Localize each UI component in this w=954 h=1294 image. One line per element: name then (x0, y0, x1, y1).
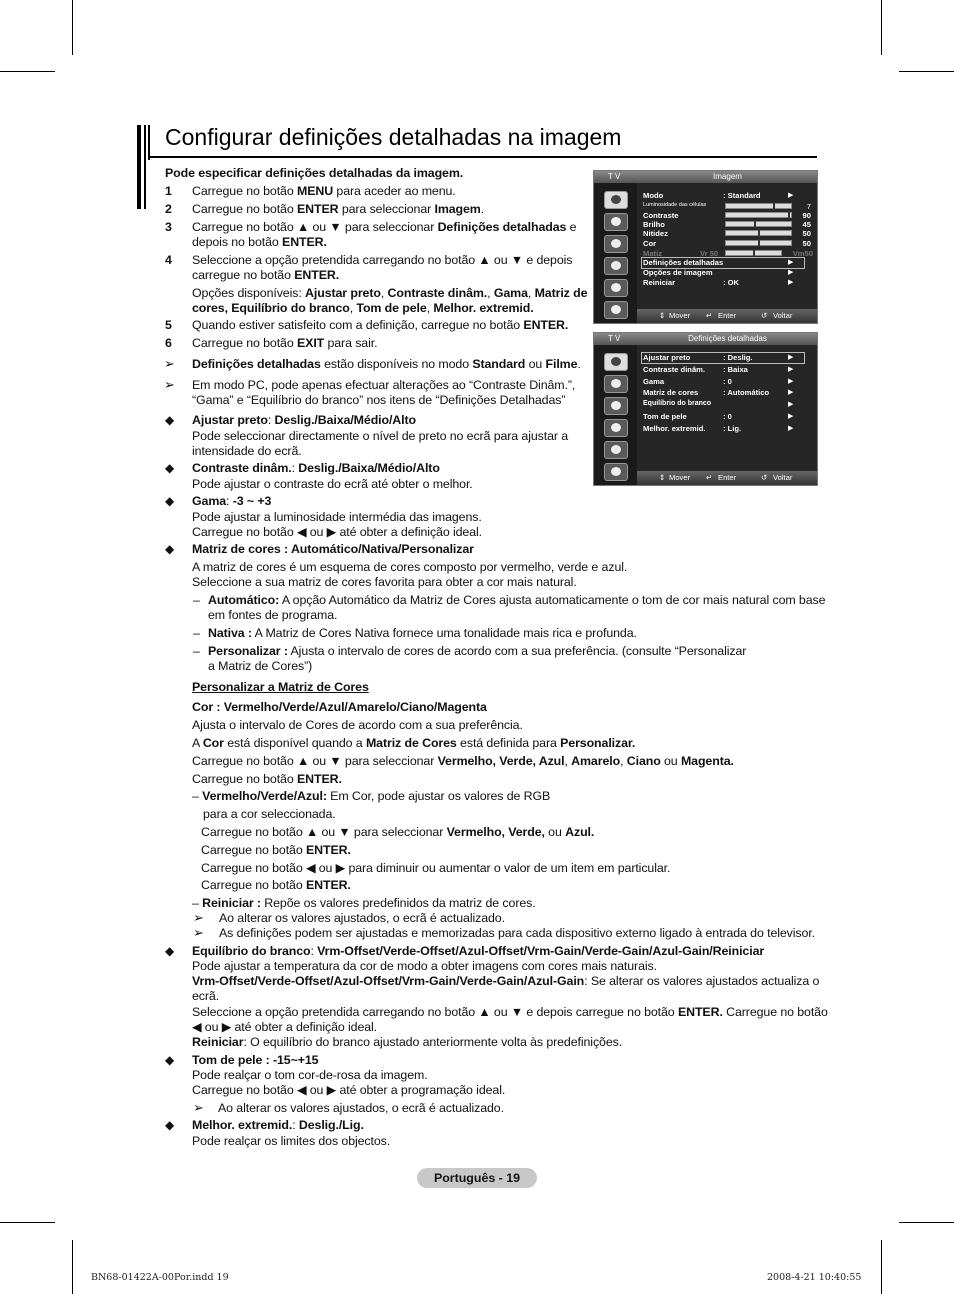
arrow-right-icon: ▶ (788, 366, 794, 373)
picture-icon[interactable] (604, 191, 628, 209)
updown-icon: ⇕ (659, 473, 666, 482)
footer-move: Mover (669, 311, 691, 320)
crop-mark (899, 71, 954, 72)
tv-menu-header (594, 171, 817, 183)
crop-mark (72, 1240, 73, 1294)
equilibrio-text-4: Seleccione a opção pretendida carregando no botão ▲ ou ▼ e depois carregue no botão ENTER. Carregue no botão (192, 1005, 828, 1019)
note-1: Definições detalhadas estão disponíveis no modo Standard ou Filme. (192, 357, 581, 371)
enter-icon: ↵ (706, 473, 713, 482)
equilibrio-text-3: ecrã. (192, 989, 220, 1003)
footer-back: Voltar (773, 311, 793, 320)
tom-text-2: Carregue no botão ◀ ou ▶ até obter a programação ideal. (192, 1083, 506, 1097)
tv-menu-item-melhor[interactable]: Melhor. extremid. (643, 424, 706, 433)
tv-menu-value: : Lig. (723, 424, 742, 433)
input-icon[interactable] (604, 441, 628, 459)
arrow-right-icon: ▶ (788, 279, 794, 286)
ajustar-preto-text: Pode seleccionar directamente o nível de preto no ecrã para ajustar a (192, 429, 569, 443)
tv-menu-number: 45 (802, 220, 811, 229)
tv-menu-item-contraste-dinam[interactable]: Contraste dinâm. (643, 365, 706, 374)
matriz-text: A matriz de cores é um esquema de cores composto por vermelho, verde e azul. (192, 560, 628, 574)
tv-menu-number: 7 (806, 202, 811, 211)
ajustar-preto-heading: Ajustar preto: Deslig./Baixa/Médio/Alto (192, 413, 416, 427)
dash: – (193, 644, 200, 658)
tv-menu-item-gama[interactable]: Gama (643, 377, 665, 386)
sound-icon[interactable] (604, 213, 628, 231)
page-title: Configurar definições detalhadas na imagem (165, 124, 622, 150)
tv-menu-item-reiniciar[interactable]: Reiniciar (643, 278, 676, 287)
application-icon[interactable] (604, 463, 628, 481)
channel-icon[interactable] (604, 397, 628, 415)
note-arrow-icon: ➢ (193, 925, 204, 940)
footer-back: Voltar (773, 473, 793, 482)
diamond-bullet-icon: ◆ (165, 1053, 175, 1067)
intro: Pode especificar definições detalhadas da imagem. (165, 166, 464, 180)
tv-menu-item-nitidez[interactable]: Nitidez (643, 229, 668, 238)
crop-mark (899, 1222, 954, 1223)
footer-move: Mover (669, 473, 691, 482)
tv-menu-item-matriz[interactable]: Matriz de cores (643, 388, 699, 397)
options-line-2: cores, Equilíbrio do branco, Tom de pele, Melhor. extremid. (192, 301, 534, 315)
crop-mark (0, 1222, 55, 1223)
note-arrow-icon: ➢ (164, 377, 175, 392)
gama-heading: Gama: -3 ~ +3 (192, 494, 272, 508)
tv-menu-item-contraste[interactable]: Contraste (643, 211, 679, 220)
dash: – (193, 626, 200, 640)
personalizar-note-1: Ao alterar os valores ajustados, o ecrã é actualizado. (219, 911, 505, 925)
tv-menu-footer (637, 309, 817, 323)
diamond-bullet-icon: ◆ (165, 1118, 175, 1132)
equilibrio-text-1: Pode ajustar a temperatura da cor de modo a obter imagens com cores mais naturais. (192, 959, 657, 973)
tv-menu-body (637, 183, 817, 309)
tv-menu-title: Imagem (713, 172, 742, 181)
print-info-right: 2008-4-21 10:40:55 (767, 1272, 862, 1283)
tv-menu-title: Definições detalhadas (688, 334, 767, 343)
arrow-right-icon: ▶ (788, 413, 794, 420)
diamond-bullet-icon: ◆ (165, 944, 175, 958)
step-5: Quando estiver satisfeito com a definição, carregue no botão ENTER. (192, 318, 569, 332)
arrow-right-icon: ▶ (788, 389, 794, 396)
tv-menu-value: : Deslig. (723, 353, 753, 362)
tv-label: T V (608, 334, 621, 343)
personalizar-vva-2: para a cor seleccionada. (203, 807, 336, 821)
tv-menu-imagem (593, 170, 818, 324)
personalizar-text-4: Carregue no botão ENTER. (192, 772, 342, 786)
tv-menu-item-luminosidade[interactable]: Luminosidade das células (643, 202, 707, 208)
personalizar-note-2: As definições podem ser ajustadas e memorizadas para cada dispositivo externo ligado à entrada do televisor. (219, 926, 816, 940)
tom-heading: Tom de pele : -15~+15 (192, 1053, 319, 1067)
personalizar-vva: – Vermelho/Verde/Azul: Em Cor, pode ajustar os valores de RGB (192, 789, 551, 803)
level-bar[interactable] (725, 221, 792, 227)
personalizar-reiniciar: – Reiniciar : Repõe os valores predefinidos da matriz de cores. (192, 896, 536, 910)
arrow-right-icon: ▶ (788, 269, 794, 276)
personalizar-text-2: A Cor está disponível quando a Matriz de Cores está definida para Personalizar. (192, 736, 636, 750)
matriz-nativa: Nativa : A Matriz de Cores Nativa fornece uma tonalidade mais rica e profunda. (208, 626, 637, 640)
arrow-right-icon: ▶ (788, 401, 794, 408)
step-6: Carregue no botão EXIT para sair. (192, 336, 378, 350)
step-number: 4 (165, 253, 172, 267)
level-bar[interactable] (725, 203, 792, 209)
print-info-left: BN68-01422A-00Por.indd 19 (91, 1272, 229, 1283)
tv-menu-number: 50 (802, 239, 811, 248)
note-arrow-icon: ➢ (193, 1100, 204, 1115)
tv-menu-item-modo[interactable]: Modo (643, 191, 664, 200)
equilibrio-text-2: Vrm-Offset/Verde-Offset/Azul-Offset/Vrm-Gain/Verde-Gain/Azul-Gain: Se alterar os valores ajustados actualiza o (192, 974, 820, 988)
diamond-bullet-icon: ◆ (165, 461, 175, 475)
arrow-right-icon: ▶ (788, 354, 794, 361)
step-number: 3 (165, 220, 172, 234)
tv-menu-definicoes (593, 332, 818, 486)
equilibrio-heading: Equilíbrio do branco: Vrm-Offset/Verde-Offset/Azul-Offset/Vrm-Gain/Verde-Gain/Azul-Gain/Reiniciar (192, 944, 765, 958)
updown-icon: ⇕ (659, 311, 666, 320)
arrow-right-icon: ▶ (788, 192, 794, 199)
step-3: Carregue no botão ▲ ou ▼ para seleccionar Definições detalhadas e (192, 220, 577, 234)
footer-enter: Enter (718, 473, 737, 482)
tv-menu-item-definicoes[interactable]: Definições detalhadas (643, 258, 724, 267)
tv-menu-item-matiz[interactable]: Matiz (643, 249, 662, 258)
note-2: Em modo PC, pode apenas efectuar alterações ao “Contraste Dinâm.”, (192, 378, 576, 392)
crop-mark (0, 71, 55, 72)
level-bar[interactable] (725, 250, 782, 256)
matriz-automatico-2: em fontes de programa. (208, 608, 338, 622)
tom-note: Ao alterar os valores ajustados, o ecrã é actualizado. (218, 1101, 504, 1115)
page-number: Português - 19 (433, 1171, 521, 1185)
diamond-bullet-icon: ◆ (165, 542, 175, 556)
crop-mark (72, 0, 73, 55)
melhor-text: Pode realçar os limites dos objectos. (192, 1134, 391, 1148)
gama-text-2: Carregue no botão ◀ ou ▶ até obter a definição ideal. (192, 525, 482, 539)
matriz-personalizar-2: a Matriz de Cores”) (208, 659, 313, 673)
application-icon[interactable] (604, 301, 628, 319)
tv-menu-value: : Automático (723, 388, 770, 397)
ajustar-preto-text-2: intensidade do ecrã. (192, 444, 302, 458)
level-bar[interactable] (725, 240, 792, 246)
personalizar-sub-4: Carregue no botão ENTER. (201, 878, 351, 892)
step-number: 2 (165, 202, 172, 216)
matriz-text-2: Seleccione a sua matriz de cores favorita para obter a cor mais natural. (192, 575, 577, 589)
step-number: 6 (165, 336, 172, 350)
crop-mark (881, 0, 882, 55)
matriz-automatico: Automático: A opção Automático da Matriz de Cores ajusta automaticamente o tom de cor mais natural com base (208, 593, 826, 607)
input-icon[interactable] (604, 279, 628, 297)
matriz-heading: Matriz de cores : Automático/Nativa/Personalizar (192, 542, 474, 556)
tv-label: T V (608, 172, 621, 181)
tv-menu-sidebar (594, 183, 637, 323)
tom-text-1: Pode realçar o tom cor-de-rosa da imagem. (192, 1068, 428, 1082)
return-icon: ↺ (761, 473, 768, 482)
tv-menu-item-brilho[interactable]: Brilho (643, 220, 665, 229)
tv-menu-value: : 0 (723, 412, 732, 421)
contraste-text: Pode ajustar o contraste do ecrã até obter o melhor. (192, 477, 473, 491)
arrow-right-icon: ▶ (788, 378, 794, 385)
level-bar[interactable] (725, 230, 792, 236)
picture-icon[interactable] (604, 353, 628, 371)
crop-mark (881, 1240, 882, 1294)
diamond-bullet-icon: ◆ (165, 494, 175, 508)
tv-menu-item-opcoes[interactable]: Opções de imagem (643, 268, 713, 277)
sound-icon[interactable] (604, 375, 628, 393)
personalizar-text-3: Carregue no botão ▲ ou ▼ para seleccionar Vermelho, Verde, Azul, Amarelo, Ciano ou Magenta. (192, 754, 734, 768)
melhor-heading: Melhor. extremid.: Deslig./Lig. (192, 1118, 364, 1132)
personalizar-heading: Personalizar a Matriz de Cores (192, 680, 369, 694)
step-2: Carregue no botão ENTER para seleccionar Imagem. (192, 202, 485, 216)
step-number: 1 (165, 184, 172, 198)
tv-menu-number: 50 (802, 229, 811, 238)
tv-menu-sidebar (594, 345, 637, 485)
equilibrio-text-5: ◀ ou ▶ até obter a definição ideal. (192, 1020, 378, 1034)
tv-menu-footer (637, 471, 817, 485)
personalizar-sub-2: Carregue no botão ENTER. (201, 843, 351, 857)
personalizar-text-1: Ajusta o intervalo de Cores de acordo com a sua preferência. (192, 718, 523, 732)
step-1: Carregue no botão MENU para aceder ao menu. (192, 184, 456, 198)
return-icon: ↺ (761, 311, 768, 320)
tv-menu-number: Vm50 (792, 249, 813, 258)
tv-menu-body (637, 345, 817, 471)
matriz-personalizar: Personalizar : Ajusta o intervalo de cores de acordo com a sua preferência. (consulte “Personalizar (208, 644, 747, 658)
tv-menu-value: Vr 50 (700, 249, 719, 258)
note-arrow-icon: ➢ (193, 910, 204, 925)
personalizar-sub-3: Carregue no botão ◀ ou ▶ para diminuir ou aumentar o valor de um item em particular. (201, 861, 671, 875)
gama-text: Pode ajustar a luminosidade intermédia das imagens. (192, 510, 482, 524)
contraste-heading: Contraste dinâm.: Deslig./Baixa/Médio/Alto (192, 461, 440, 475)
arrow-right-icon: ▶ (788, 425, 794, 432)
setup-icon[interactable] (604, 419, 628, 437)
tv-menu-item-cor[interactable]: Cor (643, 239, 657, 248)
footer-enter: Enter (718, 311, 737, 320)
equilibrio-text-6: Reiniciar: O equilíbrio do branco ajustado anteriormente volta às predefinições. (192, 1035, 623, 1049)
step-4: Seleccione a opção pretendida carregando no botão ▲ ou ▼ e depois (192, 253, 573, 267)
level-bar[interactable] (725, 212, 792, 218)
diamond-bullet-icon: ◆ (165, 413, 175, 427)
tv-menu-item-ajustar-preto[interactable]: Ajustar preto (643, 353, 691, 362)
tv-menu-value: : OK (723, 278, 740, 287)
note-2-line-2: “Gama” e “Equilíbrio do branco” nos itens de “Definições Detalhadas” (192, 393, 566, 407)
enter-icon: ↵ (706, 311, 713, 320)
dash: – (193, 593, 200, 607)
page-footer (417, 1168, 537, 1188)
personalizar-sub-1: Carregue no botão ▲ ou ▼ para seleccionar Vermelho, Verde, ou Azul. (201, 825, 595, 839)
tv-menu-header (594, 333, 817, 345)
arrow-right-icon: ▶ (788, 259, 794, 266)
title-rule (150, 156, 817, 158)
options-line-1: Opções disponíveis: Ajustar preto, Contraste dinâm., Gama, Matriz de (192, 286, 588, 300)
tv-menu-number: 90 (802, 211, 811, 220)
tv-menu-item-tom[interactable]: Tom de pele (643, 412, 687, 421)
personalizar-cor: Cor : Vermelho/Verde/Azul/Amarelo/Ciano/Magenta (192, 700, 487, 714)
step-4-line-2: carregue no botão ENTER. (192, 268, 340, 282)
setup-icon[interactable] (604, 257, 628, 275)
tv-menu-value: : 0 (723, 377, 732, 386)
tv-menu-item-equilibrio[interactable]: Equilíbrio do branco (643, 400, 712, 407)
step-3-line-2: depois no botão ENTER. (192, 235, 327, 249)
note-arrow-icon: ➢ (164, 356, 175, 371)
tv-menu-value: : Baixa (723, 365, 748, 374)
step-number: 5 (165, 318, 172, 332)
channel-icon[interactable] (604, 235, 628, 253)
tv-menu-value: : Standard (723, 191, 761, 200)
